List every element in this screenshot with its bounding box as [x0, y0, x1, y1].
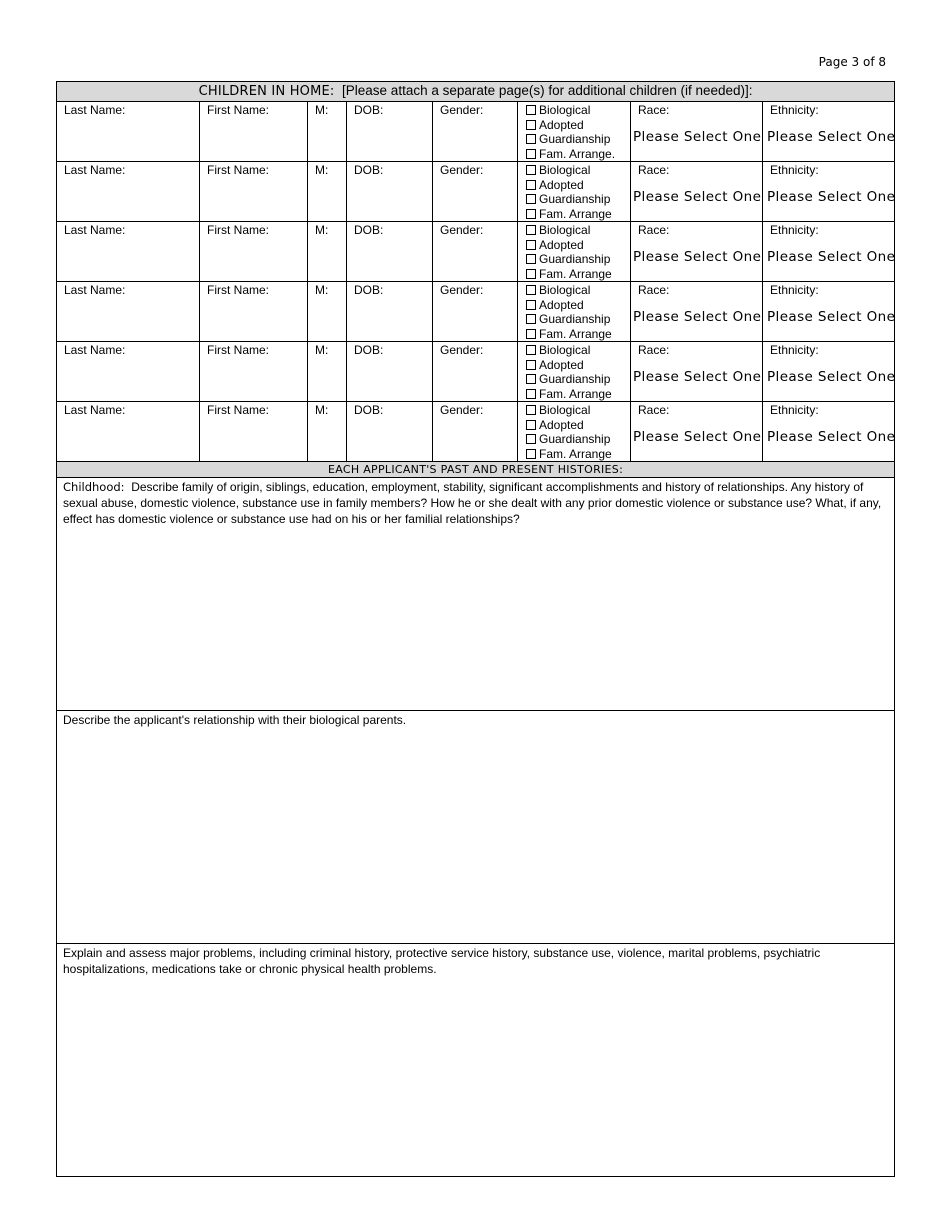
- gender-field[interactable]: [433, 282, 518, 342]
- child-row: [57, 222, 895, 282]
- last-name-field[interactable]: [57, 102, 200, 162]
- relationship-option-label: Fam. Arrange: [539, 446, 612, 461]
- dob-field[interactable]: [347, 342, 433, 402]
- relationship-option-label: Biological: [539, 403, 591, 417]
- childhood-prompt: Describe family of origin, siblings, education, employment, stability, significant accomplishments and history of relationships. Any history of sexual abuse, domestic violence, substance use in family members? How he or she dealt with any prior domestic violence or substance use? What, if any, effect has domestic violence or substance use had on his or her familial relationships?: [63, 480, 882, 526]
- dob-field[interactable]: [347, 102, 433, 162]
- race-field: [631, 342, 763, 402]
- ethnicity-label: Ethnicity:: [770, 163, 819, 177]
- gender-label: Gender:: [440, 403, 484, 417]
- checkbox[interactable]: [526, 120, 536, 130]
- race-dropdown[interactable]: Please Select One: [633, 189, 762, 205]
- checkbox[interactable]: [526, 269, 536, 279]
- ethnicity-field: [763, 102, 895, 162]
- last-name-field[interactable]: [57, 342, 200, 402]
- relationship-options: [518, 282, 631, 342]
- relationship-option-label: Adopted: [539, 117, 584, 132]
- middle-initial-label: M:: [315, 103, 329, 117]
- race-label: Race:: [638, 283, 670, 297]
- last-name-label: Last Name:: [64, 343, 126, 357]
- race-label: Race:: [638, 103, 670, 117]
- ethnicity-dropdown[interactable]: Please Select One: [767, 249, 896, 265]
- relationship-option[interactable]: [526, 372, 630, 387]
- middle-initial-label: M:: [315, 223, 329, 237]
- relationship-option-label: Fam. Arrange: [539, 386, 612, 401]
- checkbox[interactable]: [526, 360, 536, 370]
- checkbox[interactable]: [526, 374, 536, 384]
- gender-label: Gender:: [440, 103, 484, 117]
- ethnicity-dropdown[interactable]: Please Select One: [767, 309, 896, 325]
- relationship-option-label: Biological: [539, 283, 591, 297]
- race-dropdown[interactable]: Please Select One: [633, 429, 762, 445]
- ethnicity-field: [763, 222, 895, 282]
- race-dropdown[interactable]: Please Select One: [633, 249, 762, 265]
- first-name-field[interactable]: [200, 102, 308, 162]
- childhood-lead: Childhood:: [63, 480, 125, 494]
- relationship-option-label: Biological: [539, 103, 591, 117]
- checkbox[interactable]: [526, 300, 536, 310]
- child-row: [57, 402, 895, 462]
- relationship-option-label: Adopted: [539, 357, 584, 372]
- gender-field[interactable]: [433, 222, 518, 282]
- relationship-option[interactable]: [526, 252, 630, 267]
- checkbox[interactable]: [526, 194, 536, 204]
- relationship-option[interactable]: [526, 178, 630, 193]
- first-name-label: First Name:: [207, 403, 270, 417]
- child-row: [57, 162, 895, 222]
- ethnicity-label: Ethnicity:: [770, 223, 819, 237]
- relationship-option[interactable]: [526, 267, 630, 282]
- child-row: [57, 102, 895, 162]
- race-label: Race:: [638, 343, 670, 357]
- middle-initial-field[interactable]: [308, 222, 347, 282]
- relationship-option-label: Fam. Arrange: [539, 326, 612, 341]
- dob-field[interactable]: [347, 162, 433, 222]
- first-name-field[interactable]: [200, 222, 308, 282]
- race-label: Race:: [638, 403, 670, 417]
- relationship-option[interactable]: [526, 118, 630, 133]
- relationship-option-label: Guardianship: [539, 372, 611, 386]
- child-row: [57, 342, 895, 402]
- dob-label: DOB:: [354, 403, 384, 417]
- relationship-option-label: Guardianship: [539, 252, 611, 266]
- race-field: [631, 402, 763, 462]
- checkbox[interactable]: [526, 449, 536, 459]
- dob-label: DOB:: [354, 163, 384, 177]
- relationship-option-label: Guardianship: [539, 432, 611, 446]
- relationship-option-label: Adopted: [539, 237, 584, 252]
- ethnicity-field: [763, 342, 895, 402]
- last-name-label: Last Name:: [64, 283, 126, 297]
- gender-label: Gender:: [440, 163, 484, 177]
- race-field: [631, 222, 763, 282]
- checkbox[interactable]: [526, 180, 536, 190]
- relationship-option-label: Fam. Arrange.: [539, 146, 616, 161]
- relationship-option[interactable]: [526, 447, 630, 462]
- ethnicity-label: Ethnicity:: [770, 403, 819, 417]
- middle-initial-field[interactable]: [308, 342, 347, 402]
- race-label: Race:: [638, 223, 670, 237]
- middle-initial-label: M:: [315, 283, 329, 297]
- relationship-option-label: Fam. Arrange: [539, 266, 612, 281]
- parents-relationship-field[interactable]: [57, 711, 895, 944]
- dob-label: DOB:: [354, 343, 384, 357]
- relationship-option[interactable]: [526, 358, 630, 373]
- last-name-field[interactable]: [57, 162, 200, 222]
- relationship-option[interactable]: [526, 432, 630, 447]
- checkbox[interactable]: [526, 405, 536, 415]
- race-label: Race:: [638, 163, 670, 177]
- middle-initial-label: M:: [315, 343, 329, 357]
- relationship-option[interactable]: [526, 403, 630, 418]
- relationship-option[interactable]: [526, 223, 630, 238]
- ethnicity-label: Ethnicity:: [770, 283, 819, 297]
- first-name-label: First Name:: [207, 343, 270, 357]
- relationship-option-label: Guardianship: [539, 132, 611, 146]
- ethnicity-label: Ethnicity:: [770, 343, 819, 357]
- dob-field[interactable]: [347, 402, 433, 462]
- first-name-label: First Name:: [207, 163, 270, 177]
- ethnicity-dropdown[interactable]: Please Select One: [767, 369, 896, 385]
- gender-field[interactable]: [433, 102, 518, 162]
- checkbox[interactable]: [526, 225, 536, 235]
- gender-field[interactable]: [433, 162, 518, 222]
- relationship-option[interactable]: [526, 163, 630, 178]
- relationship-option[interactable]: [526, 132, 630, 147]
- race-field: [631, 282, 763, 342]
- ethnicity-dropdown[interactable]: Please Select One: [767, 189, 896, 205]
- relationship-option[interactable]: [526, 387, 630, 402]
- last-name-label: Last Name:: [64, 403, 126, 417]
- relationship-option[interactable]: [526, 192, 630, 207]
- checkbox[interactable]: [526, 165, 536, 175]
- first-name-field[interactable]: [200, 342, 308, 402]
- childhood-field[interactable]: [57, 478, 895, 711]
- last-name-label: Last Name:: [64, 103, 126, 117]
- ethnicity-dropdown[interactable]: Please Select One: [767, 129, 896, 145]
- gender-label: Gender:: [440, 343, 484, 357]
- relationship-option[interactable]: [526, 418, 630, 433]
- middle-initial-field[interactable]: [308, 162, 347, 222]
- relationship-option[interactable]: [526, 147, 630, 162]
- ethnicity-field: [763, 282, 895, 342]
- children-section-header: [57, 82, 895, 102]
- checkbox[interactable]: [526, 134, 536, 144]
- last-name-field[interactable]: [57, 402, 200, 462]
- relationship-option[interactable]: [526, 103, 630, 118]
- relationship-option[interactable]: [526, 238, 630, 253]
- gender-label: Gender:: [440, 223, 484, 237]
- checkbox[interactable]: [526, 434, 536, 444]
- relationship-option[interactable]: [526, 343, 630, 358]
- first-name-label: First Name:: [207, 223, 270, 237]
- race-dropdown[interactable]: Please Select One: [633, 129, 762, 145]
- dob-label: DOB:: [354, 103, 384, 117]
- checkbox[interactable]: [526, 420, 536, 430]
- relationship-option-label: Adopted: [539, 417, 584, 432]
- dob-field[interactable]: [347, 222, 433, 282]
- child-row: [57, 282, 895, 342]
- checkbox[interactable]: [526, 254, 536, 264]
- relationship-option[interactable]: [526, 298, 630, 313]
- checkbox[interactable]: [526, 285, 536, 295]
- children-section-title: CHILDREN IN HOME:: [198, 84, 335, 99]
- checkbox[interactable]: [526, 389, 536, 399]
- checkbox[interactable]: [526, 345, 536, 355]
- race-field: [631, 102, 763, 162]
- ethnicity-dropdown[interactable]: Please Select One: [767, 429, 896, 445]
- checkbox[interactable]: [526, 240, 536, 250]
- parents-relationship-prompt: Describe the applicant's relationship with their biological parents.: [63, 713, 407, 727]
- last-name-field[interactable]: [57, 222, 200, 282]
- race-field: [631, 162, 763, 222]
- relationship-options: [518, 162, 631, 222]
- relationship-options: [518, 342, 631, 402]
- relationship-option[interactable]: [526, 207, 630, 222]
- relationship-option[interactable]: [526, 327, 630, 342]
- gender-field[interactable]: [433, 342, 518, 402]
- ethnicity-label: Ethnicity:: [770, 103, 819, 117]
- first-name-field[interactable]: [200, 282, 308, 342]
- checkbox[interactable]: [526, 105, 536, 115]
- dob-label: DOB:: [354, 283, 384, 297]
- histories-section-header: EACH APPLICANT'S PAST AND PRESENT HISTORIES:: [57, 462, 895, 478]
- relationship-option-label: Biological: [539, 163, 591, 177]
- relationship-option-label: Adopted: [539, 177, 584, 192]
- children-section-note: [Please attach a separate page(s) for additional children (if needed)]:: [342, 83, 753, 98]
- relationship-option-label: Biological: [539, 223, 591, 237]
- relationship-option-label: Fam. Arrange: [539, 206, 612, 221]
- page-number: Page 3 of 8: [818, 55, 886, 69]
- ethnicity-field: [763, 402, 895, 462]
- relationship-option[interactable]: [526, 283, 630, 298]
- checkbox[interactable]: [526, 314, 536, 324]
- relationship-options: [518, 402, 631, 462]
- relationship-options: [518, 222, 631, 282]
- relationship-option-label: Adopted: [539, 297, 584, 312]
- relationship-option[interactable]: [526, 312, 630, 327]
- last-name-label: Last Name:: [64, 163, 126, 177]
- application-form-table: [56, 81, 895, 1177]
- major-problems-prompt: Explain and assess major problems, including criminal history, protective service history, substance use, violence, marital problems, psychiatric hospitalizations, medications take or chronic physical health problems.: [63, 946, 821, 976]
- race-dropdown[interactable]: Please Select One: [633, 369, 762, 385]
- relationship-option-label: Biological: [539, 343, 591, 357]
- dob-label: DOB:: [354, 223, 384, 237]
- relationship-option-label: Guardianship: [539, 192, 611, 206]
- relationship-options: [518, 102, 631, 162]
- major-problems-field[interactable]: [57, 944, 895, 1177]
- middle-initial-label: M:: [315, 403, 329, 417]
- first-name-field[interactable]: [200, 402, 308, 462]
- last-name-field[interactable]: [57, 282, 200, 342]
- middle-initial-field[interactable]: [308, 402, 347, 462]
- ethnicity-field: [763, 162, 895, 222]
- first-name-field[interactable]: [200, 162, 308, 222]
- gender-label: Gender:: [440, 283, 484, 297]
- checkbox[interactable]: [526, 329, 536, 339]
- last-name-label: Last Name:: [64, 223, 126, 237]
- first-name-label: First Name:: [207, 283, 270, 297]
- middle-initial-field[interactable]: [308, 282, 347, 342]
- checkbox[interactable]: [526, 149, 536, 159]
- gender-field[interactable]: [433, 402, 518, 462]
- middle-initial-field[interactable]: [308, 102, 347, 162]
- checkbox[interactable]: [526, 209, 536, 219]
- relationship-option-label: Guardianship: [539, 312, 611, 326]
- dob-field[interactable]: [347, 282, 433, 342]
- middle-initial-label: M:: [315, 163, 329, 177]
- first-name-label: First Name:: [207, 103, 270, 117]
- race-dropdown[interactable]: Please Select One: [633, 309, 762, 325]
